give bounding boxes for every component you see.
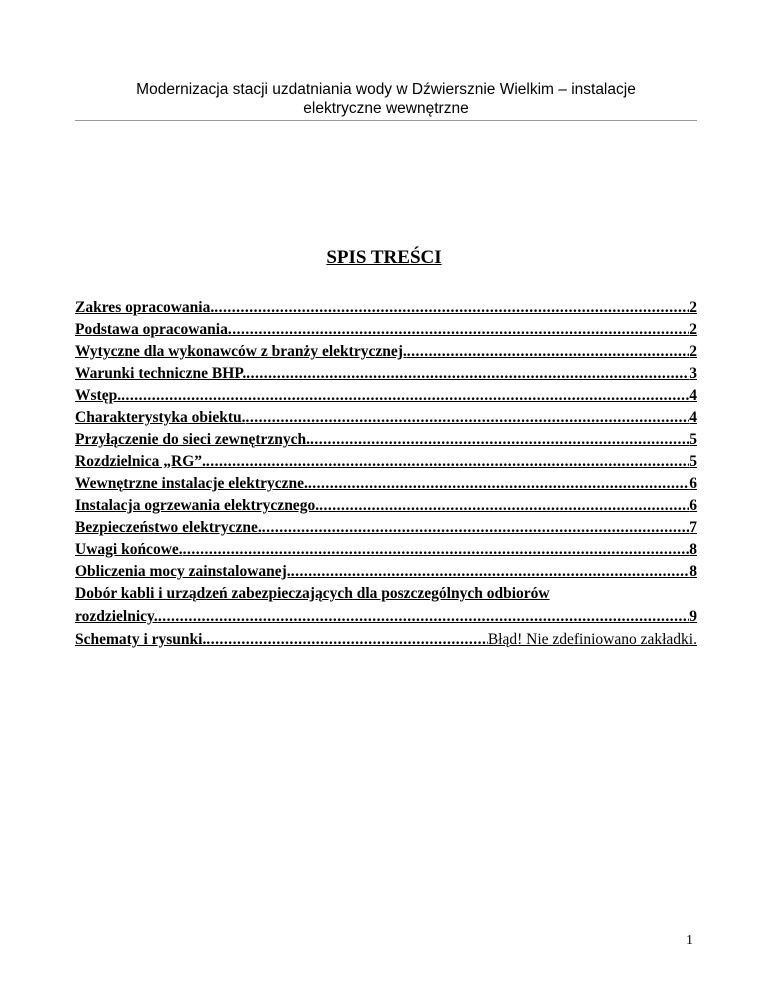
toc-entry-page: 7 <box>689 519 697 536</box>
toc-entry-page: 2 <box>689 321 697 338</box>
toc-entry-page: 5 <box>689 431 697 448</box>
toc-entry-label: Instalacja ogrzewania elektrycznego. <box>75 497 320 514</box>
toc-entry-label: Podstawa opracowania <box>75 321 228 338</box>
toc-entry-label: Bezpieczeństwo elektryczne. <box>75 519 262 536</box>
toc-entry-label: Wytyczne dla wykonawców z branży elektrycznej. <box>75 343 407 360</box>
toc-error-text: Błąd! Nie zdefiniowano zakładki. <box>487 631 697 648</box>
toc-entry-label: Warunki techniczne BHP. <box>75 365 247 382</box>
toc-entry-page: 6 <box>689 475 697 492</box>
toc-entry-page: 2 <box>689 343 697 360</box>
toc-leader <box>308 475 689 493</box>
toc-entry-page: 6 <box>689 497 697 514</box>
toc-entry-label-line-2: rozdzielnicy. <box>75 608 158 625</box>
toc-leader <box>262 519 689 537</box>
toc-entry[interactable] <box>75 384 697 406</box>
toc-entry-page: 8 <box>689 563 697 580</box>
toc-entry-label: Wstęp. <box>75 387 122 404</box>
header-line-2: elektryczne wewnętrzne <box>303 100 469 117</box>
toc-entry-label: Przyłączenie do sieci zewnętrznych. <box>75 431 310 448</box>
toc-entry[interactable] <box>75 472 697 494</box>
toc-entry-label: Schematy i rysunki. <box>75 631 207 648</box>
toc-entry-page: 4 <box>689 409 697 426</box>
toc-title: SPIS TREŚCI <box>326 247 442 268</box>
toc-entry-page: 5 <box>689 453 697 470</box>
toc-entry[interactable] <box>75 628 697 650</box>
toc-entry-label: Charakterystyka obiektu. <box>75 409 246 426</box>
toc-entry-page: 2 <box>689 299 697 316</box>
toc-entry[interactable] <box>75 340 697 362</box>
page-header <box>75 80 697 118</box>
toc-entry-page: 8 <box>689 541 697 558</box>
toc-leader <box>228 321 689 339</box>
toc-entry-label-line-1: Dobór kabli i urządzeń zabezpieczających dla poszczególnych odbiorów <box>75 585 550 602</box>
toc-entry-page: 9 <box>689 608 697 625</box>
table-of-contents <box>75 296 697 650</box>
toc-entry[interactable] <box>75 428 697 450</box>
toc-leader <box>246 409 690 427</box>
toc-entry-page: 4 <box>689 387 697 404</box>
toc-entry-label: Wewnętrzne instalacje elektryczne. <box>75 475 308 492</box>
toc-leader <box>407 343 689 361</box>
toc-entry-label: Zakres opracowania. <box>75 299 215 316</box>
toc-entry[interactable] <box>75 538 697 560</box>
toc-entry[interactable] <box>75 318 697 340</box>
toc-leader <box>183 541 690 559</box>
toc-entry[interactable] <box>75 516 697 538</box>
toc-leader <box>121 387 689 405</box>
toc-leader <box>214 299 689 317</box>
toc-entry-wrapped[interactable] <box>75 582 697 628</box>
toc-leader <box>310 431 689 449</box>
toc-entry-label: Obliczenia mocy zainstalowanej. <box>75 563 291 580</box>
page-number: 1 <box>686 933 693 948</box>
toc-entry[interactable] <box>75 296 697 318</box>
toc-entry[interactable] <box>75 494 697 516</box>
toc-entry[interactable] <box>75 560 697 582</box>
toc-entry[interactable] <box>75 362 697 384</box>
toc-leader <box>206 631 487 649</box>
header-rule <box>75 120 697 121</box>
toc-leader <box>291 563 690 581</box>
toc-leader <box>206 453 689 471</box>
toc-leader <box>246 365 689 383</box>
header-line-1: Modernizacja stacji uzdatniania wody w Dźwiersznie Wielkim – instalacje <box>136 81 636 98</box>
toc-entry[interactable] <box>75 450 697 472</box>
toc-entry-label: Uwagi końcowe. <box>75 541 183 558</box>
toc-entry[interactable] <box>75 406 697 428</box>
toc-leader <box>158 608 689 626</box>
toc-entry-label: Rozdzielnica „RG”. <box>75 453 206 470</box>
toc-leader <box>319 497 689 515</box>
toc-entry-page: 3 <box>689 365 697 382</box>
